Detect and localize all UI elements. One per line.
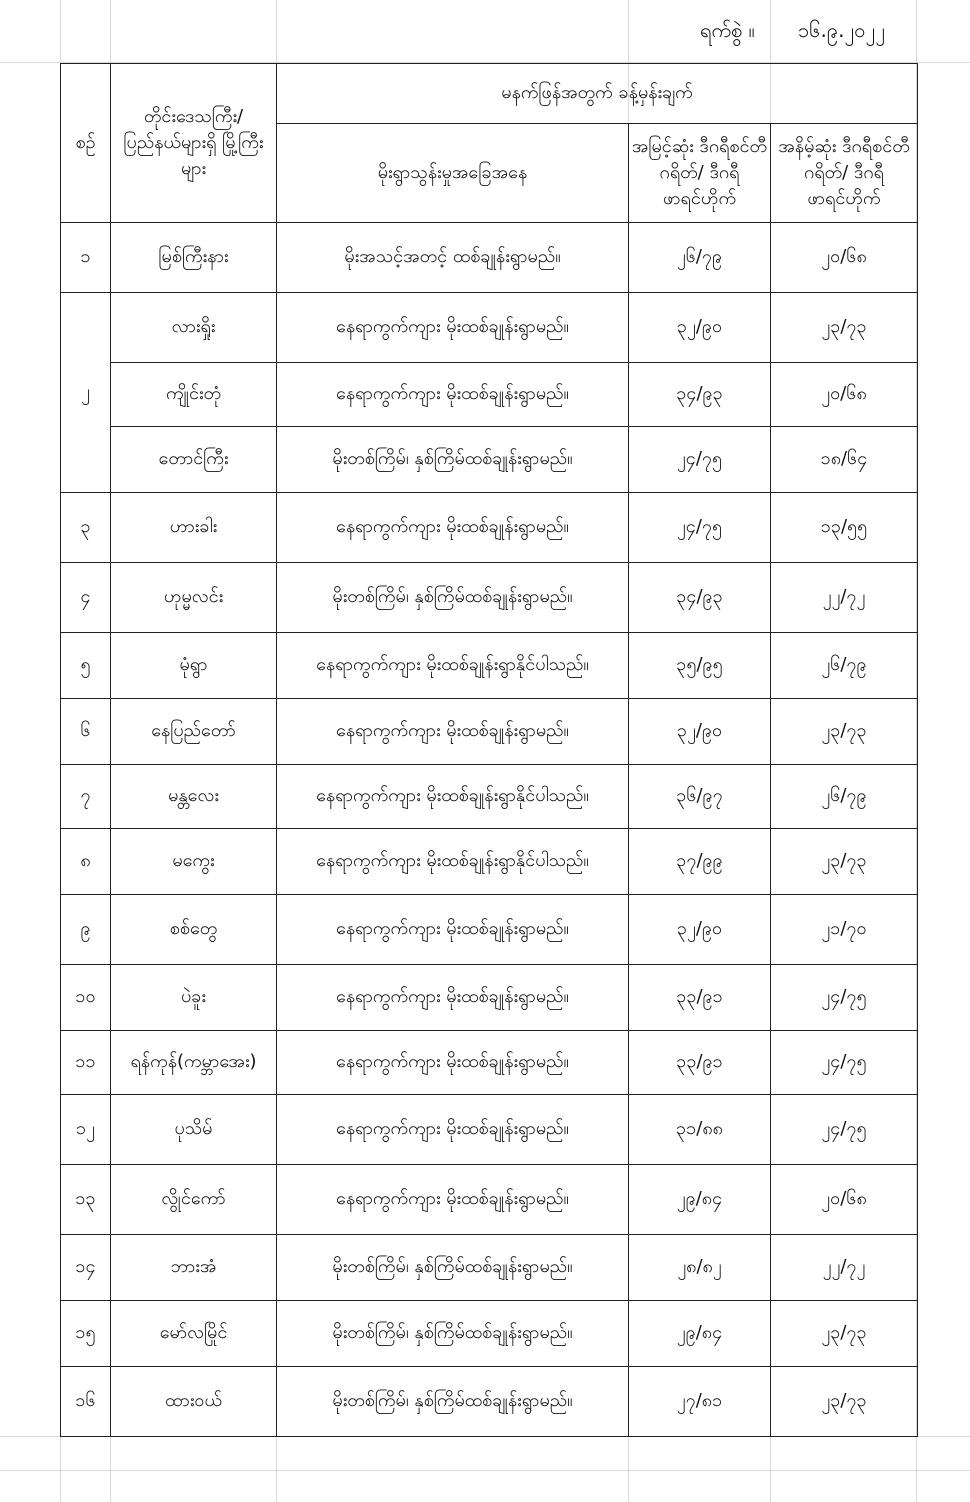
table-row bbox=[61, 1095, 918, 1165]
max-temp: ၂၄/၇၅ bbox=[629, 493, 771, 563]
max-temp: ၃၄/၉၃ bbox=[629, 563, 771, 633]
city-name: မန္တလေး bbox=[111, 765, 277, 829]
row-number: ၁၃ bbox=[61, 1165, 111, 1235]
min-temp: ၂၂/၇၂ bbox=[771, 1235, 918, 1301]
rain-condition: မိုးတစ်ကြိမ်၊ နှစ်ကြိမ်ထစ်ချုန်းရွာမည်။ bbox=[277, 427, 629, 493]
max-temp: ၃၂/၉၀ bbox=[629, 293, 771, 363]
table-row bbox=[61, 1367, 918, 1437]
table-row bbox=[61, 363, 918, 427]
row-number: ၁၁ bbox=[61, 1031, 111, 1095]
min-temp: ၂၄/၇၅ bbox=[771, 965, 918, 1031]
rain-condition: နေရာကွက်ကျား မိုးထစ်ချုန်းရွာမည်။ bbox=[277, 493, 629, 563]
table-row bbox=[61, 1031, 918, 1095]
column-header-min-temp: အနိမ့်ဆုံး ဒီဂရီစင်တီဂရိတ်/ ဒီဂရီဖာရင်ဟိုက် bbox=[771, 124, 918, 223]
table-row bbox=[61, 699, 918, 765]
rain-condition: မိုးတစ်ကြိမ်၊ နှစ်ကြိမ်ထစ်ချုန်းရွာမည်။ bbox=[277, 563, 629, 633]
city-name: လွိုင်ကော် bbox=[111, 1165, 277, 1235]
min-temp: ၂၃/၇၃ bbox=[771, 1367, 918, 1437]
max-temp: ၂၉/၈၄ bbox=[629, 1165, 771, 1235]
max-temp: ၃၂/၉၀ bbox=[629, 895, 771, 965]
rain-condition: နေရာကွက်ကျား မိုးထစ်ချုန်းရွာမည်။ bbox=[277, 1095, 629, 1165]
column-header-forecast: မနက်ဖြန်အတွက် ခန့်မှန်းချက် bbox=[277, 64, 918, 124]
rain-condition: နေရာကွက်ကျား မိုးထစ်ချုန်းရွာမည်။ bbox=[277, 1031, 629, 1095]
city-name: စစ်တွေ bbox=[111, 895, 277, 965]
min-temp: ၂၃/၇၃ bbox=[771, 293, 918, 363]
row-number: ၇ bbox=[61, 765, 111, 829]
min-temp: ၂၄/၇၅ bbox=[771, 1095, 918, 1165]
table-row bbox=[61, 563, 918, 633]
row-number: ၁ bbox=[61, 223, 111, 293]
min-temp: ၂၃/၇၃ bbox=[771, 829, 918, 895]
min-temp: ၂၃/၇၃ bbox=[771, 1301, 918, 1367]
min-temp: ၂၆/၇၉ bbox=[771, 765, 918, 829]
city-name: ရန်ကုန်(ကမ္ဘာအေး) bbox=[111, 1031, 277, 1095]
min-temp: ၂၀/၆၈ bbox=[771, 1165, 918, 1235]
row-number: ၅ bbox=[61, 633, 111, 699]
max-temp: ၃၁/၈၈ bbox=[629, 1095, 771, 1165]
rain-condition: မိုးအသင့်အတင့် ထစ်ချုန်းရွာမည်။ bbox=[277, 223, 629, 293]
date-value: ၁၆.၉.၂၀၂၂ bbox=[798, 18, 886, 42]
city-name: ပုသိမ် bbox=[111, 1095, 277, 1165]
row-number: ၁၀ bbox=[61, 965, 111, 1031]
city-name: မုံရွာ bbox=[111, 633, 277, 699]
max-temp: ၂၄/၇၅ bbox=[629, 427, 771, 493]
city-name: မော်လမြိုင် bbox=[111, 1301, 277, 1367]
table-row bbox=[61, 293, 918, 363]
row-number: ၆ bbox=[61, 699, 111, 765]
table-row bbox=[61, 1165, 918, 1235]
city-name: ပဲခူး bbox=[111, 965, 277, 1031]
table-row bbox=[61, 223, 918, 293]
table-row bbox=[61, 765, 918, 829]
min-temp: ၂၀/၆၈ bbox=[771, 223, 918, 293]
column-header-max-temp: အမြင့်ဆုံး ဒီဂရီစင်တီဂရိတ်/ ဒီဂရီဖာရင်ဟိုက် bbox=[629, 124, 771, 223]
city-name: ဟားခါး bbox=[111, 493, 277, 563]
row-number: ၁၅ bbox=[61, 1301, 111, 1367]
city-name: နေပြည်တော် bbox=[111, 699, 277, 765]
table-row bbox=[61, 1235, 918, 1301]
rain-condition: နေရာကွက်ကျား မိုးထစ်ချုန်းရွာမည်။ bbox=[277, 895, 629, 965]
rain-condition: မိုးတစ်ကြိမ်၊ နှစ်ကြိမ်ထစ်ချုန်းရွာမည်။ bbox=[277, 1367, 629, 1437]
max-temp: ၂၆/၇၉ bbox=[629, 223, 771, 293]
rain-condition: နေရာကွက်ကျား မိုးထစ်ချုန်းရွာမည်။ bbox=[277, 1165, 629, 1235]
min-temp: ၁၈/၆၄ bbox=[771, 427, 918, 493]
table-row bbox=[61, 895, 918, 965]
column-header-no: စဉ် bbox=[61, 64, 111, 223]
row-number: ၁၂ bbox=[61, 1095, 111, 1165]
max-temp: ၂၉/၈၄ bbox=[629, 1301, 771, 1367]
column-header-condition: မိုးရွာသွန်းမှုအခြေအနေ bbox=[277, 124, 629, 223]
rain-condition: မိုးတစ်ကြိမ်၊ နှစ်ကြိမ်ထစ်ချုန်းရွာမည်။ bbox=[277, 1235, 629, 1301]
min-temp: ၂၁/၇၀ bbox=[771, 895, 918, 965]
city-name: ထားဝယ် bbox=[111, 1367, 277, 1437]
date-label: ရက်စွဲ ။ bbox=[700, 18, 755, 42]
max-temp: ၃၂/၉၀ bbox=[629, 699, 771, 765]
max-temp: ၃၄/၉၃ bbox=[629, 363, 771, 427]
max-temp: ၃၆/၉၇ bbox=[629, 765, 771, 829]
min-temp: ၂၃/၇၃ bbox=[771, 699, 918, 765]
max-temp: ၃၅/၉၅ bbox=[629, 633, 771, 699]
city-name: တောင်ကြီး bbox=[111, 427, 277, 493]
city-name: ဟုမ္မလင်း bbox=[111, 563, 277, 633]
row-number: ၁၆ bbox=[61, 1367, 111, 1437]
rain-condition: မိုးတစ်ကြိမ်၊ နှစ်ကြိမ်ထစ်ချုန်းရွာမည်။ bbox=[277, 1301, 629, 1367]
forecast-table bbox=[60, 63, 918, 1437]
city-name: လားရှိုး bbox=[111, 293, 277, 363]
max-temp: ၃၃/၉၁ bbox=[629, 965, 771, 1031]
city-name: ဘားအံ bbox=[111, 1235, 277, 1301]
table-row bbox=[61, 427, 918, 493]
rain-condition: နေရာကွက်ကျား မိုးထစ်ချုန်းရွာနိုင်ပါသည်။ bbox=[277, 765, 629, 829]
min-temp: ၂၂/၇၂ bbox=[771, 563, 918, 633]
rain-condition: နေရာကွက်ကျား မိုးထစ်ချုန်းရွာမည်။ bbox=[277, 699, 629, 765]
rain-condition: နေရာကွက်ကျား မိုးထစ်ချုန်းရွာနိုင်ပါသည်။ bbox=[277, 829, 629, 895]
row-number: ၉ bbox=[61, 895, 111, 965]
rain-condition: နေရာကွက်ကျား မိုးထစ်ချုန်းရွာမည်။ bbox=[277, 293, 629, 363]
max-temp: ၂၈/၈၂ bbox=[629, 1235, 771, 1301]
row-number: ၃ bbox=[61, 493, 111, 563]
max-temp: ၂၇/၈၁ bbox=[629, 1367, 771, 1437]
max-temp: ၃၃/၉၁ bbox=[629, 1031, 771, 1095]
city-name: မကွေး bbox=[111, 829, 277, 895]
rain-condition: နေရာကွက်ကျား မိုးထစ်ချုန်းရွာမည်။ bbox=[277, 965, 629, 1031]
table-row bbox=[61, 965, 918, 1031]
min-temp: ၁၃/၅၅ bbox=[771, 493, 918, 563]
table-row bbox=[61, 1301, 918, 1367]
city-name: မြစ်ကြီးနား bbox=[111, 223, 277, 293]
rain-condition: နေရာကွက်ကျား မိုးထစ်ချုန်းရွာနိုင်ပါသည်။ bbox=[277, 633, 629, 699]
min-temp: ၂၄/၇၅ bbox=[771, 1031, 918, 1095]
row-number: ၂ bbox=[61, 293, 111, 493]
city-name: ကျိုင်းတုံ bbox=[111, 363, 277, 427]
row-number: ၈ bbox=[61, 829, 111, 895]
row-number: ၄ bbox=[61, 563, 111, 633]
date-row bbox=[700, 14, 918, 50]
table-row bbox=[61, 493, 918, 563]
min-temp: ၂၀/၆၈ bbox=[771, 363, 918, 427]
row-number: ၁၄ bbox=[61, 1235, 111, 1301]
rain-condition: နေရာကွက်ကျား မိုးထစ်ချုန်းရွာမည်။ bbox=[277, 363, 629, 427]
grid-line bbox=[0, 1470, 970, 1471]
max-temp: ၃၇/၉၉ bbox=[629, 829, 771, 895]
table-row bbox=[61, 829, 918, 895]
min-temp: ၂၆/၇၉ bbox=[771, 633, 918, 699]
table-row bbox=[61, 633, 918, 699]
column-header-region: တိုင်းဒေသကြီး/ ပြည်နယ်များရှိ မြို့ကြီးများ bbox=[111, 64, 277, 223]
